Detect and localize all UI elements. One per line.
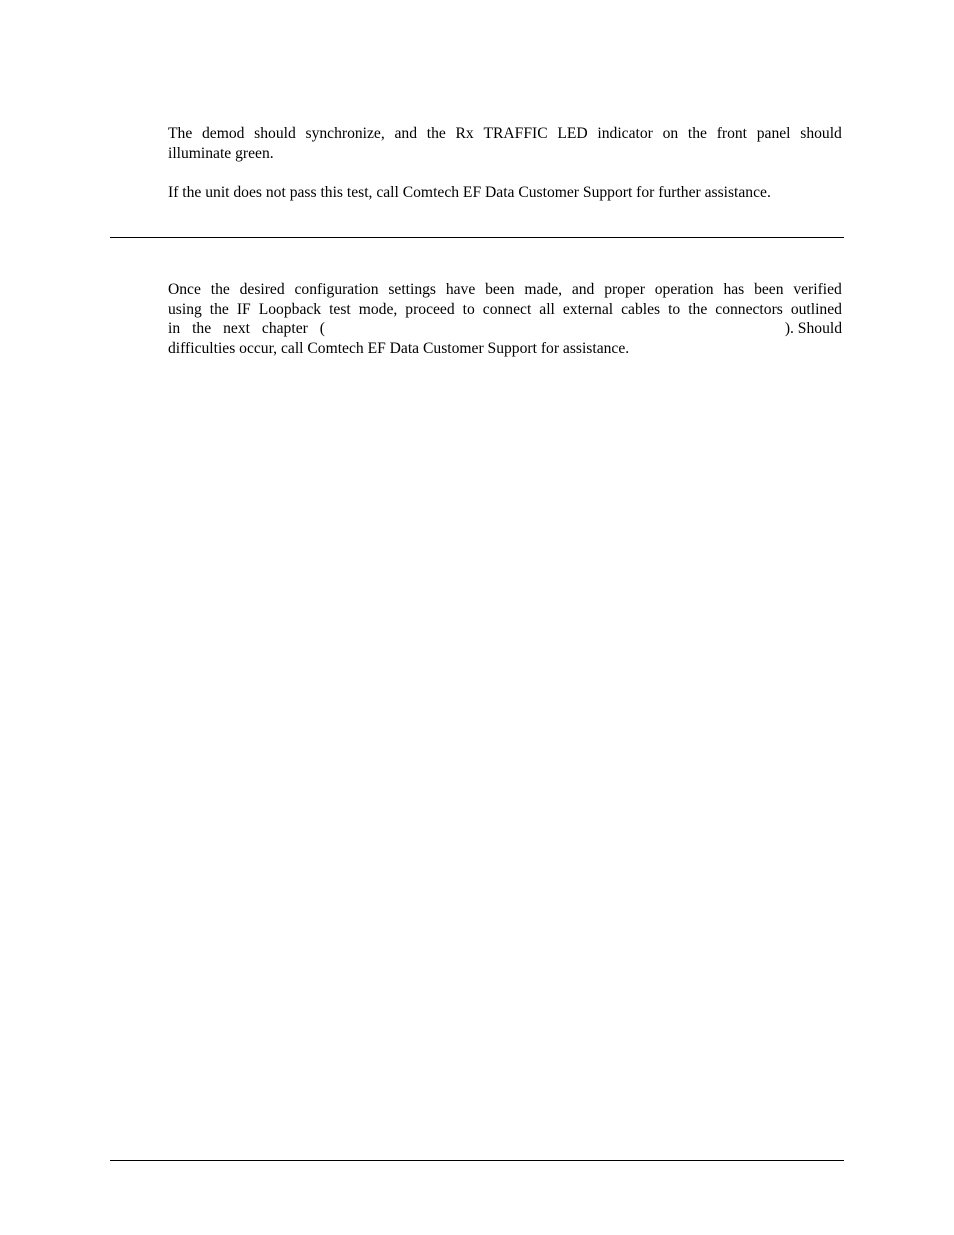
word: proper	[604, 281, 645, 298]
paragraph-line	[168, 300, 842, 320]
word: configuration	[294, 281, 379, 298]
word: indicator	[597, 125, 653, 142]
word: using	[168, 300, 202, 318]
word: the	[426, 125, 446, 142]
word: synchronize,	[305, 125, 385, 142]
word: outlined	[790, 300, 842, 318]
word: the	[210, 281, 230, 298]
paragraph-line: illuminate green.	[168, 144, 274, 162]
paragraph-line: If the unit does not pass this test, call Comtech EF Data Customer Support for further assistance.	[168, 184, 771, 201]
word: operation	[654, 281, 714, 298]
word: next	[223, 320, 250, 338]
word: all	[539, 300, 555, 318]
word: in	[168, 320, 181, 338]
word: TRAFFIC	[483, 125, 548, 142]
word: been	[754, 281, 784, 298]
word: made,	[524, 281, 563, 298]
word: the	[687, 125, 707, 142]
word: front	[716, 125, 747, 142]
word: have	[445, 281, 476, 298]
paragraph-line	[168, 280, 842, 300]
word: IF	[236, 300, 251, 318]
footer-divider	[110, 1160, 844, 1161]
word: settings	[388, 281, 436, 298]
word: demod	[201, 125, 245, 142]
word: on	[662, 125, 679, 142]
word: to	[668, 300, 681, 318]
section-divider-top	[110, 237, 844, 238]
word: cables	[621, 300, 661, 318]
word: desired	[239, 281, 285, 298]
word: Loopback	[258, 300, 322, 318]
word: Rx	[455, 125, 474, 142]
word: to	[462, 300, 475, 318]
word: has	[723, 281, 745, 298]
word: been	[485, 281, 515, 298]
word: and	[571, 281, 595, 298]
paragraph-line-left	[168, 319, 325, 339]
word: the	[192, 320, 212, 338]
paragraph-demod-sync	[168, 124, 842, 163]
word: (	[319, 320, 325, 338]
word: chapter	[261, 320, 308, 338]
word: Once	[168, 281, 201, 298]
paragraph-line: difficulties occur, call Comtech EF Data Customer Support for assistance.	[168, 339, 630, 357]
word: the	[688, 300, 708, 318]
word: proceed	[405, 300, 455, 318]
word: should	[800, 125, 842, 142]
word: connectors	[715, 300, 783, 318]
word: panel	[756, 125, 791, 142]
word: and	[394, 125, 417, 142]
word: should	[254, 125, 296, 142]
paragraph-configuration	[168, 280, 842, 358]
word: mode,	[358, 300, 398, 318]
word: connect	[482, 300, 532, 318]
word: verified	[793, 281, 842, 298]
paragraph-test-fail	[168, 183, 842, 203]
word: LED	[557, 125, 588, 142]
word: the	[209, 300, 229, 318]
word: The	[168, 125, 193, 142]
paragraph-line-right: ). Should	[784, 320, 842, 338]
word: external	[562, 300, 614, 318]
paragraph-line	[168, 124, 842, 144]
paragraph-line	[168, 319, 842, 339]
word: test	[329, 300, 351, 318]
